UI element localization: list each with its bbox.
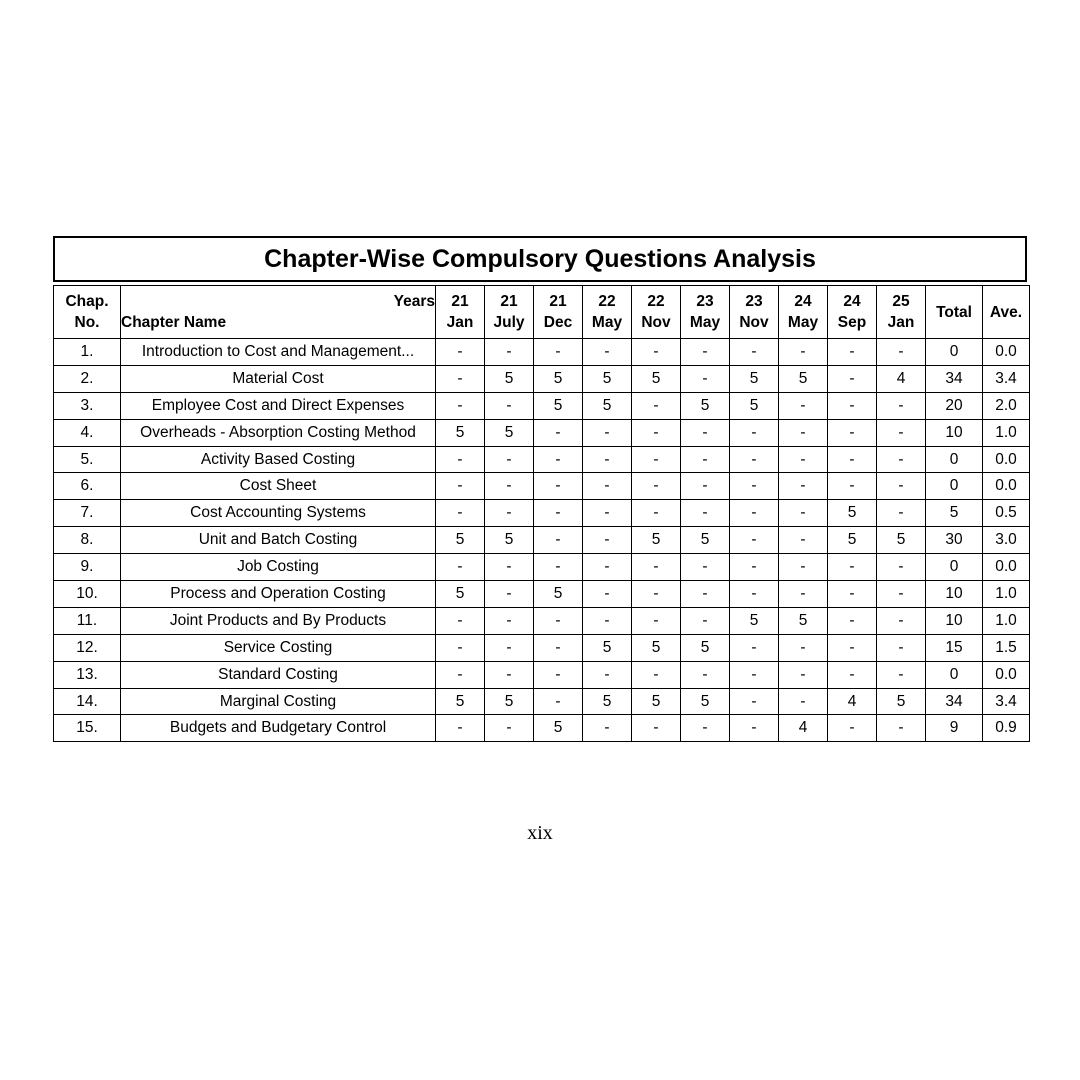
period-year: 25 xyxy=(892,293,910,310)
table-row xyxy=(54,554,1030,581)
table-row xyxy=(54,419,1030,446)
table-row xyxy=(54,339,1030,366)
marks-cell: - xyxy=(681,500,730,527)
marks-cell: - xyxy=(534,661,583,688)
average-cell: 0.0 xyxy=(983,661,1030,688)
marks-cell: 5 xyxy=(632,634,681,661)
total-cell: 20 xyxy=(926,392,983,419)
table-row xyxy=(54,581,1030,608)
total-cell: 5 xyxy=(926,500,983,527)
chap-no-header-line2: No. xyxy=(74,314,100,331)
average-cell: 0.9 xyxy=(983,715,1030,742)
period-year: 24 xyxy=(843,293,861,310)
chapter-number-cell: 14. xyxy=(54,688,121,715)
marks-cell: - xyxy=(877,607,926,634)
marks-cell: - xyxy=(877,446,926,473)
total-cell: 10 xyxy=(926,581,983,608)
marks-cell: - xyxy=(583,419,632,446)
marks-cell: 5 xyxy=(583,365,632,392)
chapter-name-cell: Unit and Batch Costing xyxy=(121,527,436,554)
total-header: Total xyxy=(926,286,983,339)
marks-cell: - xyxy=(534,500,583,527)
marks-cell: - xyxy=(730,715,779,742)
period-header xyxy=(877,286,926,339)
marks-cell: - xyxy=(436,339,485,366)
chapter-name-header xyxy=(121,286,436,339)
chapter-name-cell: Standard Costing xyxy=(121,661,436,688)
marks-cell: - xyxy=(681,715,730,742)
marks-cell: - xyxy=(436,554,485,581)
marks-cell: 5 xyxy=(632,365,681,392)
period-year: 22 xyxy=(647,293,665,310)
marks-cell: 5 xyxy=(681,527,730,554)
marks-cell: 5 xyxy=(877,688,926,715)
marks-cell: - xyxy=(877,392,926,419)
marks-cell: 5 xyxy=(436,581,485,608)
total-cell: 10 xyxy=(926,419,983,446)
marks-cell: - xyxy=(436,446,485,473)
marks-cell: - xyxy=(730,339,779,366)
table-row xyxy=(54,473,1030,500)
marks-cell: - xyxy=(485,446,534,473)
total-cell: 34 xyxy=(926,688,983,715)
period-month: May xyxy=(591,314,623,331)
table-row xyxy=(54,392,1030,419)
marks-cell: - xyxy=(632,581,681,608)
marks-cell: 5 xyxy=(583,392,632,419)
chapter-name-cell: Overheads - Absorption Costing Method xyxy=(121,419,436,446)
marks-cell: - xyxy=(632,339,681,366)
table-body xyxy=(54,339,1030,742)
chapter-name-cell: Cost Sheet xyxy=(121,473,436,500)
table-row xyxy=(54,688,1030,715)
marks-cell: 5 xyxy=(485,365,534,392)
marks-cell: 5 xyxy=(828,527,877,554)
chapter-number-cell: 6. xyxy=(54,473,121,500)
marks-cell: - xyxy=(436,500,485,527)
marks-cell: - xyxy=(681,581,730,608)
marks-cell: - xyxy=(730,554,779,581)
average-cell: 2.0 xyxy=(983,392,1030,419)
marks-cell: - xyxy=(681,661,730,688)
marks-cell: - xyxy=(534,527,583,554)
chapter-number-cell: 15. xyxy=(54,715,121,742)
marks-cell: - xyxy=(436,715,485,742)
marks-cell: - xyxy=(632,419,681,446)
marks-cell: 5 xyxy=(436,527,485,554)
marks-cell: 5 xyxy=(681,634,730,661)
chapter-name-cell: Budgets and Budgetary Control xyxy=(121,715,436,742)
marks-cell: - xyxy=(534,688,583,715)
period-year: 21 xyxy=(500,293,518,310)
marks-cell: - xyxy=(730,419,779,446)
marks-cell: - xyxy=(828,419,877,446)
marks-cell: - xyxy=(779,634,828,661)
chapter-number-cell: 1. xyxy=(54,339,121,366)
marks-cell: - xyxy=(779,688,828,715)
marks-cell: - xyxy=(583,661,632,688)
marks-cell: - xyxy=(730,473,779,500)
average-cell: 1.0 xyxy=(983,607,1030,634)
period-header xyxy=(632,286,681,339)
marks-cell: 5 xyxy=(681,688,730,715)
marks-cell: - xyxy=(534,473,583,500)
period-month: Jan xyxy=(446,314,474,331)
average-cell: 3.4 xyxy=(983,365,1030,392)
marks-cell: 5 xyxy=(730,392,779,419)
marks-cell: - xyxy=(534,554,583,581)
marks-cell: - xyxy=(877,339,926,366)
marks-cell: - xyxy=(436,607,485,634)
marks-cell: - xyxy=(534,634,583,661)
marks-cell: - xyxy=(828,365,877,392)
period-header xyxy=(828,286,877,339)
table-row xyxy=(54,634,1030,661)
period-year: 22 xyxy=(598,293,616,310)
marks-cell: - xyxy=(583,339,632,366)
chapter-name-cell: Introduction to Cost and Management... xyxy=(121,339,436,366)
years-label: Years xyxy=(393,293,435,310)
chapter-name-cell: Service Costing xyxy=(121,634,436,661)
marks-cell: - xyxy=(779,527,828,554)
marks-cell: 4 xyxy=(779,715,828,742)
marks-cell: 5 xyxy=(779,607,828,634)
marks-cell: - xyxy=(485,500,534,527)
average-cell: 3.0 xyxy=(983,527,1030,554)
marks-cell: - xyxy=(779,473,828,500)
marks-cell: - xyxy=(877,473,926,500)
total-cell: 0 xyxy=(926,473,983,500)
marks-cell: - xyxy=(436,473,485,500)
chapter-name-cell: Employee Cost and Direct Expenses xyxy=(121,392,436,419)
marks-cell: - xyxy=(877,419,926,446)
marks-cell: - xyxy=(485,715,534,742)
chapter-number-cell: 11. xyxy=(54,607,121,634)
marks-cell: - xyxy=(779,554,828,581)
chapter-name-cell: Cost Accounting Systems xyxy=(121,500,436,527)
marks-cell: 5 xyxy=(828,500,877,527)
marks-cell: - xyxy=(730,661,779,688)
marks-cell: - xyxy=(779,500,828,527)
chapter-number-cell: 5. xyxy=(54,446,121,473)
chap-no-header-line1: Chap. xyxy=(65,293,109,310)
chapter-name-cell: Material Cost xyxy=(121,365,436,392)
average-cell: 0.0 xyxy=(983,339,1030,366)
marks-cell: - xyxy=(534,419,583,446)
marks-cell: - xyxy=(828,446,877,473)
table-row xyxy=(54,527,1030,554)
marks-cell: - xyxy=(534,339,583,366)
marks-cell: - xyxy=(632,607,681,634)
average-cell: 1.0 xyxy=(983,419,1030,446)
marks-cell: - xyxy=(779,581,828,608)
chapter-number-cell: 9. xyxy=(54,554,121,581)
period-header xyxy=(779,286,828,339)
marks-cell: - xyxy=(583,607,632,634)
period-month: May xyxy=(689,314,721,331)
chapter-name-cell: Marginal Costing xyxy=(121,688,436,715)
table-header xyxy=(54,286,1030,339)
chapter-number-cell: 2. xyxy=(54,365,121,392)
marks-cell: - xyxy=(534,446,583,473)
total-cell: 10 xyxy=(926,607,983,634)
marks-cell: - xyxy=(583,527,632,554)
header-row xyxy=(54,286,1030,339)
marks-cell: - xyxy=(779,419,828,446)
marks-cell: 5 xyxy=(583,688,632,715)
marks-cell: - xyxy=(877,500,926,527)
marks-cell: - xyxy=(828,634,877,661)
table-row xyxy=(54,607,1030,634)
marks-cell: - xyxy=(681,365,730,392)
marks-cell: - xyxy=(632,715,681,742)
period-header xyxy=(485,286,534,339)
table-row xyxy=(54,715,1030,742)
marks-cell: - xyxy=(730,500,779,527)
marks-cell: - xyxy=(779,392,828,419)
marks-cell: - xyxy=(681,339,730,366)
chapter-number-cell: 3. xyxy=(54,392,121,419)
chapter-number-cell: 13. xyxy=(54,661,121,688)
marks-cell: - xyxy=(583,473,632,500)
marks-cell: - xyxy=(828,554,877,581)
marks-cell: - xyxy=(632,392,681,419)
period-month: Nov xyxy=(641,314,671,331)
chapter-name-cell: Process and Operation Costing xyxy=(121,581,436,608)
total-cell: 0 xyxy=(926,661,983,688)
chapter-number-cell: 7. xyxy=(54,500,121,527)
average-cell: 0.0 xyxy=(983,554,1030,581)
marks-cell: 5 xyxy=(436,419,485,446)
marks-cell: - xyxy=(877,715,926,742)
marks-cell: 5 xyxy=(779,365,828,392)
marks-cell: - xyxy=(436,365,485,392)
marks-cell: - xyxy=(485,634,534,661)
marks-cell: - xyxy=(730,581,779,608)
marks-cell: - xyxy=(828,392,877,419)
marks-cell: - xyxy=(485,339,534,366)
total-cell: 34 xyxy=(926,365,983,392)
marks-cell: - xyxy=(436,661,485,688)
marks-cell: 5 xyxy=(632,688,681,715)
marks-cell: - xyxy=(828,473,877,500)
marks-cell: - xyxy=(485,607,534,634)
marks-cell: - xyxy=(877,634,926,661)
average-header: Ave. xyxy=(983,286,1030,339)
marks-cell: - xyxy=(583,500,632,527)
marks-cell: - xyxy=(828,339,877,366)
chap-no-header xyxy=(54,286,121,339)
total-cell: 0 xyxy=(926,446,983,473)
marks-cell: - xyxy=(681,473,730,500)
marks-cell: 5 xyxy=(583,634,632,661)
marks-cell: 5 xyxy=(534,715,583,742)
period-header xyxy=(534,286,583,339)
period-year: 23 xyxy=(745,293,763,310)
marks-cell: 4 xyxy=(877,365,926,392)
table-row xyxy=(54,365,1030,392)
marks-cell: - xyxy=(828,715,877,742)
marks-cell: - xyxy=(730,688,779,715)
marks-cell: 5 xyxy=(730,365,779,392)
total-cell: 15 xyxy=(926,634,983,661)
average-cell: 0.0 xyxy=(983,446,1030,473)
marks-cell: 5 xyxy=(534,365,583,392)
marks-cell: - xyxy=(779,446,828,473)
marks-cell: 5 xyxy=(485,527,534,554)
marks-cell: 4 xyxy=(828,688,877,715)
marks-cell: - xyxy=(485,392,534,419)
analysis-table xyxy=(53,285,1030,742)
marks-cell: 5 xyxy=(485,419,534,446)
table-title: Chapter-Wise Compulsory Questions Analysis xyxy=(53,236,1027,282)
period-year: 24 xyxy=(794,293,812,310)
marks-cell: - xyxy=(436,392,485,419)
marks-cell: - xyxy=(485,661,534,688)
period-year: 21 xyxy=(451,293,469,310)
analysis-sheet xyxy=(53,236,1027,742)
marks-cell: - xyxy=(436,634,485,661)
total-cell: 9 xyxy=(926,715,983,742)
period-month: Jan xyxy=(887,314,915,331)
chapter-name-cell: Joint Products and By Products xyxy=(121,607,436,634)
chapter-name-cell: Activity Based Costing xyxy=(121,446,436,473)
marks-cell: 5 xyxy=(534,581,583,608)
period-header xyxy=(681,286,730,339)
marks-cell: - xyxy=(632,661,681,688)
marks-cell: - xyxy=(877,581,926,608)
marks-cell: - xyxy=(877,554,926,581)
marks-cell: - xyxy=(632,473,681,500)
table-row xyxy=(54,500,1030,527)
average-cell: 1.5 xyxy=(983,634,1030,661)
chapter-number-cell: 10. xyxy=(54,581,121,608)
chapter-number-cell: 8. xyxy=(54,527,121,554)
marks-cell: - xyxy=(632,446,681,473)
period-header xyxy=(730,286,779,339)
chapter-number-cell: 12. xyxy=(54,634,121,661)
period-header xyxy=(583,286,632,339)
total-cell: 0 xyxy=(926,554,983,581)
marks-cell: - xyxy=(583,554,632,581)
period-month: Dec xyxy=(543,314,573,331)
marks-cell: - xyxy=(828,581,877,608)
marks-cell: - xyxy=(681,419,730,446)
chapter-name-label: Chapter Name xyxy=(121,314,227,331)
marks-cell: - xyxy=(828,661,877,688)
table-row xyxy=(54,446,1030,473)
marks-cell: - xyxy=(681,554,730,581)
marks-cell: - xyxy=(779,339,828,366)
marks-cell: - xyxy=(534,607,583,634)
marks-cell: - xyxy=(730,634,779,661)
period-year: 21 xyxy=(549,293,567,310)
average-cell: 3.4 xyxy=(983,688,1030,715)
marks-cell: 5 xyxy=(877,527,926,554)
period-month: Nov xyxy=(739,314,769,331)
marks-cell: - xyxy=(828,607,877,634)
total-cell: 0 xyxy=(926,339,983,366)
marks-cell: 5 xyxy=(436,688,485,715)
average-cell: 0.5 xyxy=(983,500,1030,527)
table-row xyxy=(54,661,1030,688)
total-cell: 30 xyxy=(926,527,983,554)
marks-cell: - xyxy=(632,554,681,581)
average-cell: 1.0 xyxy=(983,581,1030,608)
marks-cell: - xyxy=(681,607,730,634)
marks-cell: - xyxy=(485,554,534,581)
page-number: xix xyxy=(527,822,553,844)
marks-cell: 5 xyxy=(534,392,583,419)
period-month: May xyxy=(787,314,819,331)
period-month: Sep xyxy=(837,314,867,331)
marks-cell: - xyxy=(485,473,534,500)
marks-cell: 5 xyxy=(632,527,681,554)
marks-cell: - xyxy=(681,446,730,473)
marks-cell: - xyxy=(632,500,681,527)
chapter-number-cell: 4. xyxy=(54,419,121,446)
marks-cell: 5 xyxy=(681,392,730,419)
marks-cell: - xyxy=(730,527,779,554)
chapter-name-cell: Job Costing xyxy=(121,554,436,581)
marks-cell: 5 xyxy=(730,607,779,634)
marks-cell: - xyxy=(779,661,828,688)
marks-cell: - xyxy=(485,581,534,608)
marks-cell: - xyxy=(730,446,779,473)
marks-cell: 5 xyxy=(485,688,534,715)
period-year: 23 xyxy=(696,293,714,310)
marks-cell: - xyxy=(877,661,926,688)
period-header xyxy=(436,286,485,339)
average-cell: 0.0 xyxy=(983,473,1030,500)
marks-cell: - xyxy=(583,715,632,742)
period-month: July xyxy=(493,314,525,331)
marks-cell: - xyxy=(583,581,632,608)
marks-cell: - xyxy=(583,446,632,473)
